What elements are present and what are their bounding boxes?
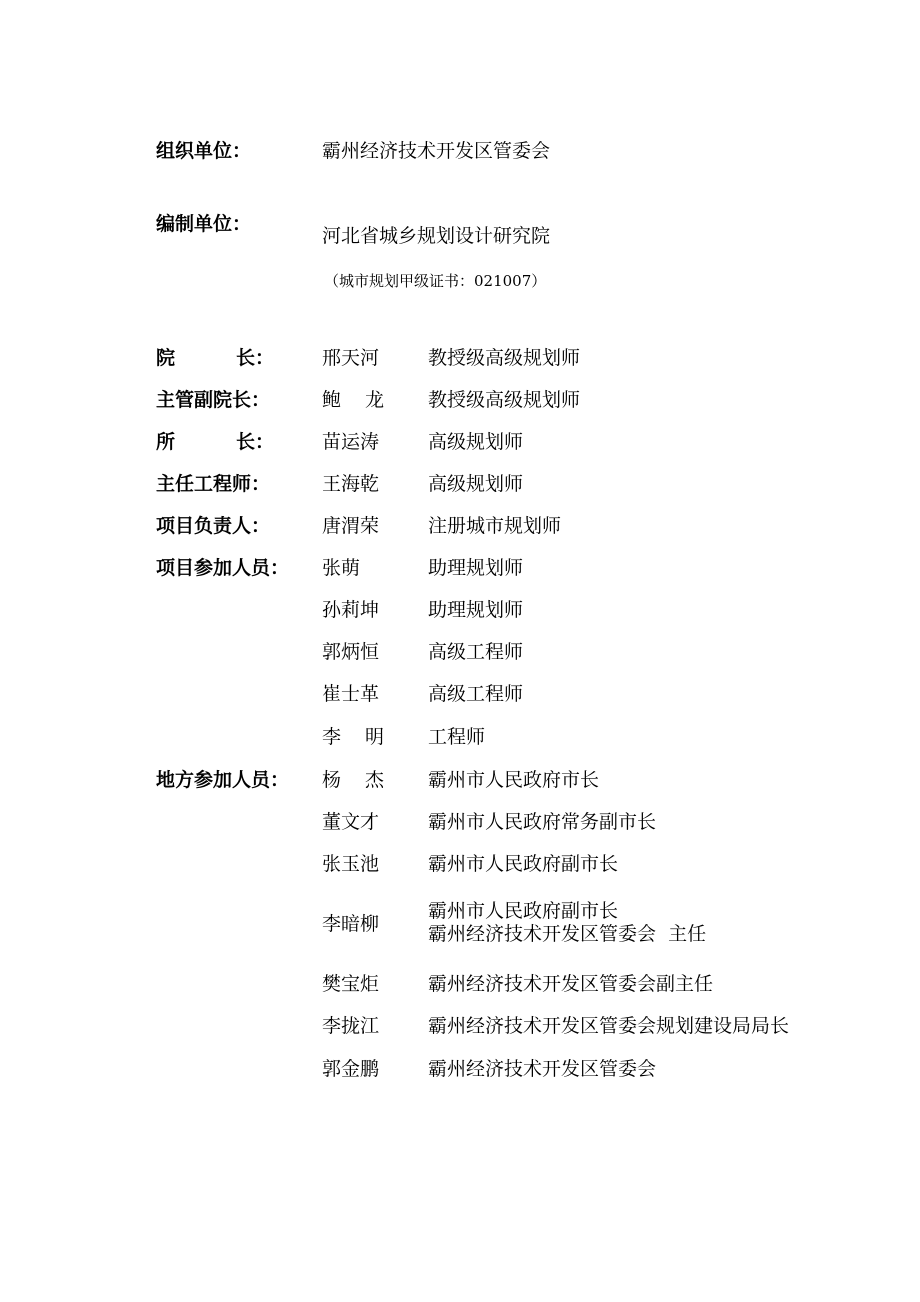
- staff-name: 邢天河: [322, 347, 380, 369]
- staff-title: 教授级高级规划师: [428, 347, 581, 369]
- compiler-value: 河北省城乡规划设计研究院: [322, 225, 551, 247]
- staff-label-vice-president: 主管副院长：: [156, 389, 271, 411]
- staff-title: 高级规划师: [428, 473, 524, 495]
- member-name: 张萌: [322, 557, 361, 579]
- member-title: 高级工程师: [428, 683, 524, 705]
- local-member-name: 张玉池: [322, 853, 380, 875]
- local-member-name: 郭金鹏: [322, 1058, 380, 1080]
- member-title: 助理规划师: [428, 599, 524, 621]
- member-title: 工程师: [428, 726, 486, 748]
- local-member-title: 霸州市人民政府副市长: [428, 853, 619, 875]
- staff-label-chief-engineer: 主任工程师：: [156, 473, 271, 495]
- member-title: 助理规划师: [428, 557, 524, 579]
- local-member-name: 李暗柳: [322, 913, 380, 935]
- local-member-name: 李拢江: [322, 1015, 380, 1037]
- staff-title: 注册城市规划师: [428, 515, 562, 537]
- project-members-label: 项目参加人员：: [156, 557, 290, 579]
- staff-name: 苗运涛: [322, 431, 380, 453]
- staff-label-project-lead: 项目负责人：: [156, 515, 271, 537]
- local-members-label: 地方参加人员：: [156, 769, 290, 791]
- org-value: 霸州经济技术开发区管委会: [322, 140, 551, 162]
- local-member-title: 霸州经济技术开发区管委会规划建设局局长: [428, 1015, 790, 1037]
- org-label: 组织单位：: [156, 140, 252, 162]
- member-name: 郭炳恒: [322, 641, 380, 663]
- member-name: 李 明: [322, 726, 384, 748]
- staff-name: 王海乾: [322, 473, 380, 495]
- local-member-title: 霸州市人民政府市长: [428, 769, 600, 791]
- compiler-label: 编制单位：: [156, 213, 252, 235]
- staff-label-director: 所 长：: [156, 431, 274, 453]
- staff-title: 高级规划师: [428, 431, 524, 453]
- staff-label-president: 院 长：: [156, 347, 274, 369]
- local-member-name: 董文才: [322, 811, 380, 833]
- staff-name: 鲍 龙: [322, 389, 384, 411]
- local-member-title: 霸州市人民政府常务副市长: [428, 811, 657, 833]
- local-member-title: 霸州经济技术开发区管委会: [428, 1058, 657, 1080]
- local-member-title: 霸州经济技术开发区管委会副主任: [428, 973, 714, 995]
- local-member-name: 樊宝炬: [322, 973, 380, 995]
- member-title: 高级工程师: [428, 641, 524, 663]
- member-name: 孙莉坤: [322, 599, 380, 621]
- compiler-certificate: （城市规划甲级证书：021007）: [324, 272, 547, 290]
- staff-title: 教授级高级规划师: [428, 389, 581, 411]
- local-member-name: 杨 杰: [322, 769, 384, 791]
- member-name: 崔士革: [322, 683, 380, 705]
- local-member-title: 霸州市人民政府副市长 霸州经济技术开发区管委会 主任: [428, 900, 707, 945]
- staff-name: 唐渭荣: [322, 515, 380, 537]
